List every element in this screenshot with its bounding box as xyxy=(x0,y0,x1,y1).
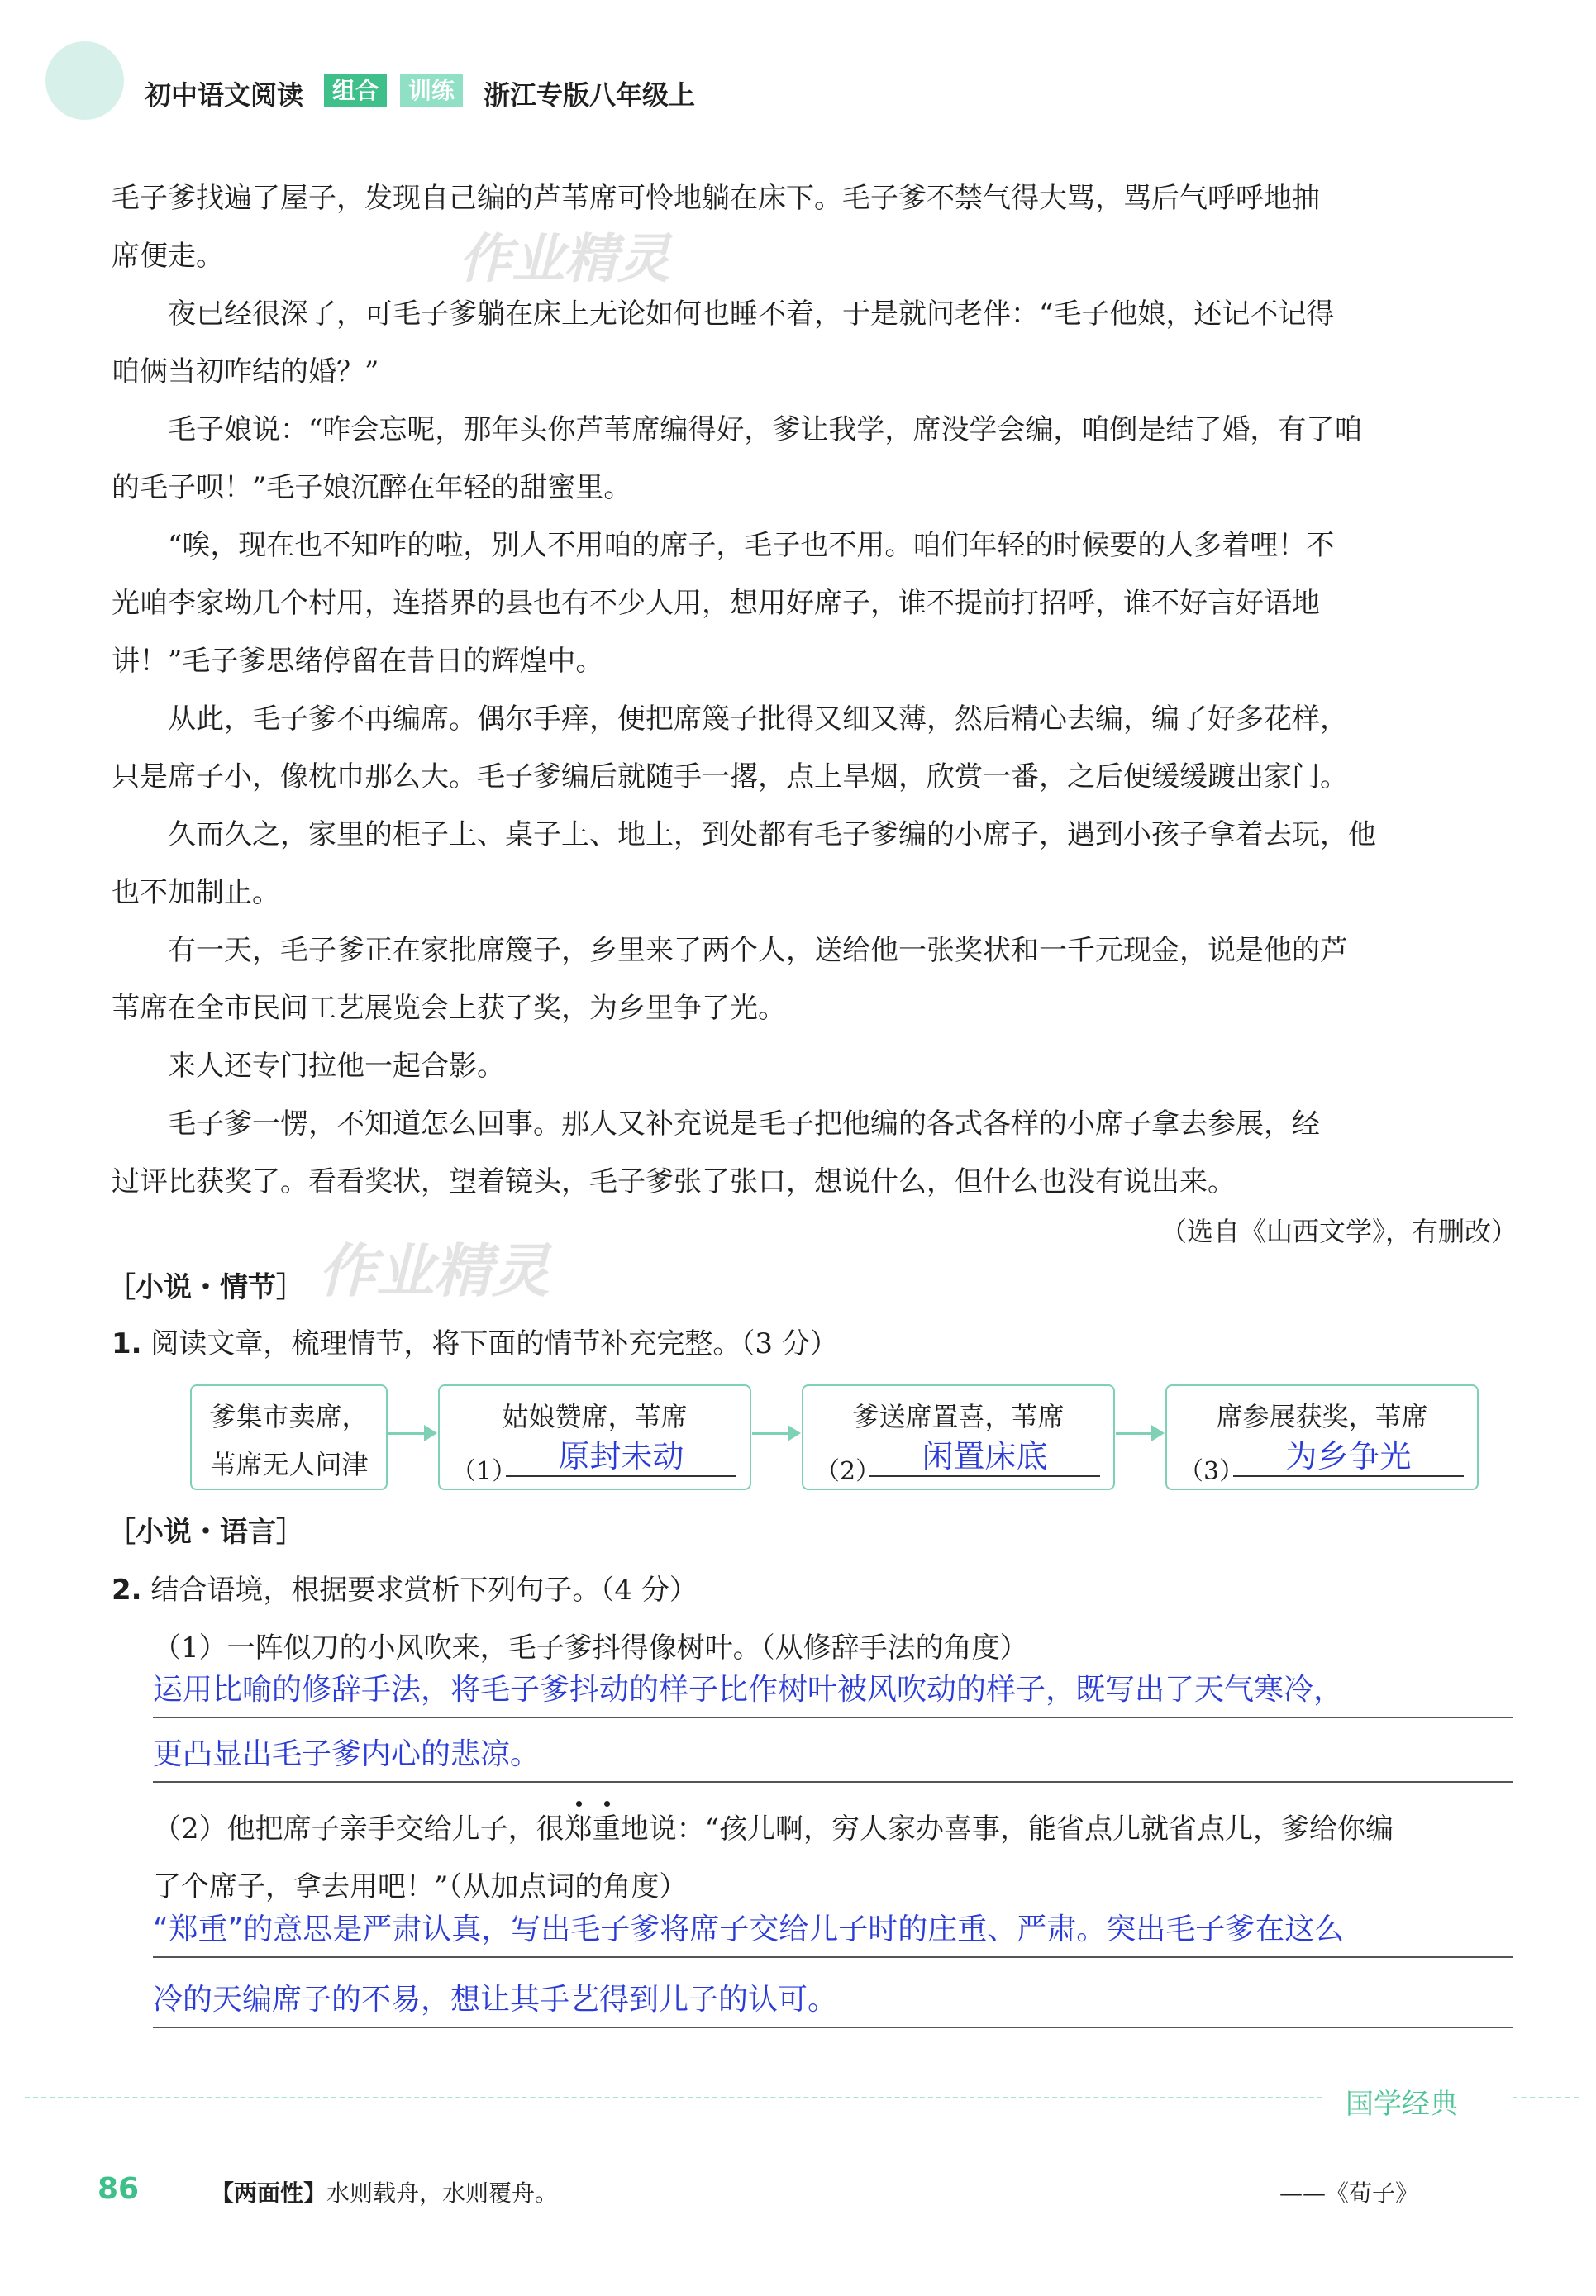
dotted-word: 郑 xyxy=(565,1806,593,1846)
tag-training: 训练 xyxy=(400,74,463,107)
question-2 xyxy=(112,1567,698,1608)
flow-arrow xyxy=(388,1432,434,1435)
text-line: 毛子爹一愣，不知道怎么回事。那人又补充说是毛子把他编的各式各样的小席子拿去参展，经 xyxy=(168,1108,1320,1141)
paragraph xyxy=(112,169,1517,285)
flow-arrow xyxy=(752,1432,798,1435)
answer-line[interactable]: 更凸显出毛子爹内心的悲凉。 xyxy=(153,1730,1513,1783)
flow-box-4 xyxy=(1165,1384,1479,1490)
flow-text: 席参展获奖，苇席 xyxy=(1216,1401,1428,1432)
paragraph xyxy=(112,1095,1517,1211)
page-number: 86 xyxy=(98,2172,140,2206)
book-title: 初中语文阅读 xyxy=(145,79,304,111)
sub-question-1: （1）一阵似刀的小风吹来，毛子爹抖得像树叶。（从修辞手法的角度） xyxy=(153,1631,1028,1665)
answer-line[interactable]: 冷的天编席子的不易，想让其手艺得到儿子的认可。 xyxy=(153,1975,1513,2028)
question-1 xyxy=(112,1321,838,1361)
quote-source: ——《荀子》 xyxy=(1279,2179,1418,2207)
logo-circle xyxy=(45,41,124,120)
section-tag-plot: ［小说・情节］ xyxy=(107,1271,304,1304)
paragraph xyxy=(112,1037,1517,1095)
flow-text: 爹送席置喜，苇席 xyxy=(852,1401,1065,1432)
flow-text: 爹集市卖席， xyxy=(209,1401,369,1432)
question-text: 结合语境，根据要求赏析下列句子。（4 分） xyxy=(150,1574,698,1607)
answer-blank[interactable]: 闲置床底 xyxy=(869,1437,1100,1477)
footer-divider xyxy=(25,2097,1322,2098)
page-header xyxy=(0,33,1596,111)
sub-question-text: （2）他把席子亲手交给儿子，很 xyxy=(153,1813,565,1846)
paragraph xyxy=(112,806,1517,922)
text-line: 有一天，毛子爹正在家批席篾子，乡里来了两个人，送给他一张奖状和一千元现金，说是他的芦 xyxy=(168,934,1348,967)
paragraph xyxy=(112,690,1517,806)
watermark: 作业精灵 xyxy=(318,1237,550,1305)
quote-tag: 【两面性】 xyxy=(211,2179,327,2207)
paragraph xyxy=(112,401,1517,517)
question-text: 阅读文章，梳理情节，将下面的情节补充完整。（3 分） xyxy=(150,1327,838,1360)
blank-number: （3） xyxy=(1179,1457,1245,1486)
dotted-word: 重 xyxy=(593,1806,621,1846)
text-line: 夜已经很深了，可毛子爹躺在床上无论如何也睡不着，于是就问老伴：“毛子他娘，还记不记得 xyxy=(168,298,1335,331)
text-line: 席便走。 xyxy=(112,240,224,273)
article-source: （选自《山西文学》，有删改） xyxy=(1160,1216,1517,1247)
book-subtitle: 浙江专版八年级上 xyxy=(484,79,696,111)
answer-blank[interactable]: 为乡争光 xyxy=(1233,1437,1464,1477)
text-line: 来人还专门拉他一起合影。 xyxy=(168,1050,505,1083)
answer-line[interactable]: “郑重”的意思是严肃认真，写出毛子爹将席子交给儿子时的庄重、严肃。突出毛子爹在这么 xyxy=(153,1905,1513,1958)
text-line: 咱俩当初咋结的婚？” xyxy=(112,355,379,388)
text-line: 光咱李家坳几个村用，连搭界的县也有不少人用，想用好席子，谁不提前打招呼，谁不好言好语地 xyxy=(112,587,1320,620)
tag-combo: 组合 xyxy=(324,74,387,107)
paragraph xyxy=(112,285,1517,401)
text-line: “唉，现在也不知咋的啦，别人不用咱的席子，毛子也不用。咱们年轻的时候要的人多着哩！不 xyxy=(168,529,1335,562)
flow-arrow xyxy=(1116,1432,1161,1435)
flow-text: 苇席无人问津 xyxy=(209,1449,369,1480)
text-line: 过评比获奖了。看看奖状，望着镜头，毛子爹张了张口，想说什么，但什么也没有说出来。 xyxy=(112,1165,1236,1198)
text-line: 从此，毛子爹不再编席。偶尔手痒，便把席篾子批得又细又薄，然后精心去编，编了好多花样， xyxy=(168,703,1348,736)
text-line: 的毛子呗！”毛子娘沉醉在年轻的甜蜜里。 xyxy=(112,471,632,504)
quote-text: 水则载舟，水则覆舟。 xyxy=(326,2179,559,2207)
section-tag-language: ［小说・语言］ xyxy=(107,1516,304,1549)
text-line: 只是席子小，像枕巾那么大。毛子爹编后就随手一撂，点上旱烟，欣赏一番，之后便缓缓踱出家门。 xyxy=(112,760,1348,793)
blank-number: （1） xyxy=(451,1457,517,1486)
paragraph xyxy=(112,922,1517,1037)
text-line: 苇席在全市民间工艺展览会上获了奖，为乡里争了光。 xyxy=(112,992,786,1025)
flow-box-1 xyxy=(190,1384,388,1490)
footer-divider xyxy=(1513,2097,1579,2098)
answer-blank[interactable]: 原封未动 xyxy=(506,1437,736,1477)
sub-question-2-cont: 了个席子，拿去用吧！”（从加点词的角度） xyxy=(153,1870,688,1903)
text-line: 也不加制止。 xyxy=(112,876,280,909)
answer-line[interactable]: 运用比喻的修辞手法，将毛子爹抖动的样子比作树叶被风吹动的样子，既写出了天气寒冷， xyxy=(153,1665,1513,1718)
watermark: 作业精灵 xyxy=(459,229,670,290)
footer-section-label: 国学经典 xyxy=(1346,2088,1458,2121)
flow-text: 姑娘赞席，苇席 xyxy=(502,1401,688,1432)
question-number: 1. xyxy=(112,1327,142,1360)
text-line: 毛子娘说：“咋会忘呢，那年头你芦苇席编得好，爹让我学，席没学会编，咱倒是结了婚，有了咱 xyxy=(168,413,1363,446)
plot-flowchart xyxy=(0,1384,1596,1490)
footer-quote xyxy=(211,2175,558,2208)
text-line: 久而久之，家里的柜子上、桌子上、地上，到处都有毛子爹编的小席子，遇到小孩子拿着去玩，他 xyxy=(168,818,1376,851)
sub-question-2 xyxy=(153,1806,1394,1846)
flow-box-2 xyxy=(438,1384,751,1490)
text-line: 毛子爹找遍了屋子，发现自己编的芦苇席可怜地躺在床下。毛子爹不禁气得大骂，骂后气呼呼地抽 xyxy=(112,182,1320,215)
question-number: 2. xyxy=(112,1574,142,1607)
text-line: 讲！”毛子爹思绪停留在昔日的辉煌中。 xyxy=(112,645,604,678)
sub-question-text: 地说：“孩儿啊，穷人家办喜事，能省点儿就省点儿，爹给你编 xyxy=(620,1813,1394,1846)
paragraph xyxy=(112,517,1517,690)
blank-number: （2） xyxy=(815,1457,881,1486)
flow-box-3 xyxy=(802,1384,1115,1490)
